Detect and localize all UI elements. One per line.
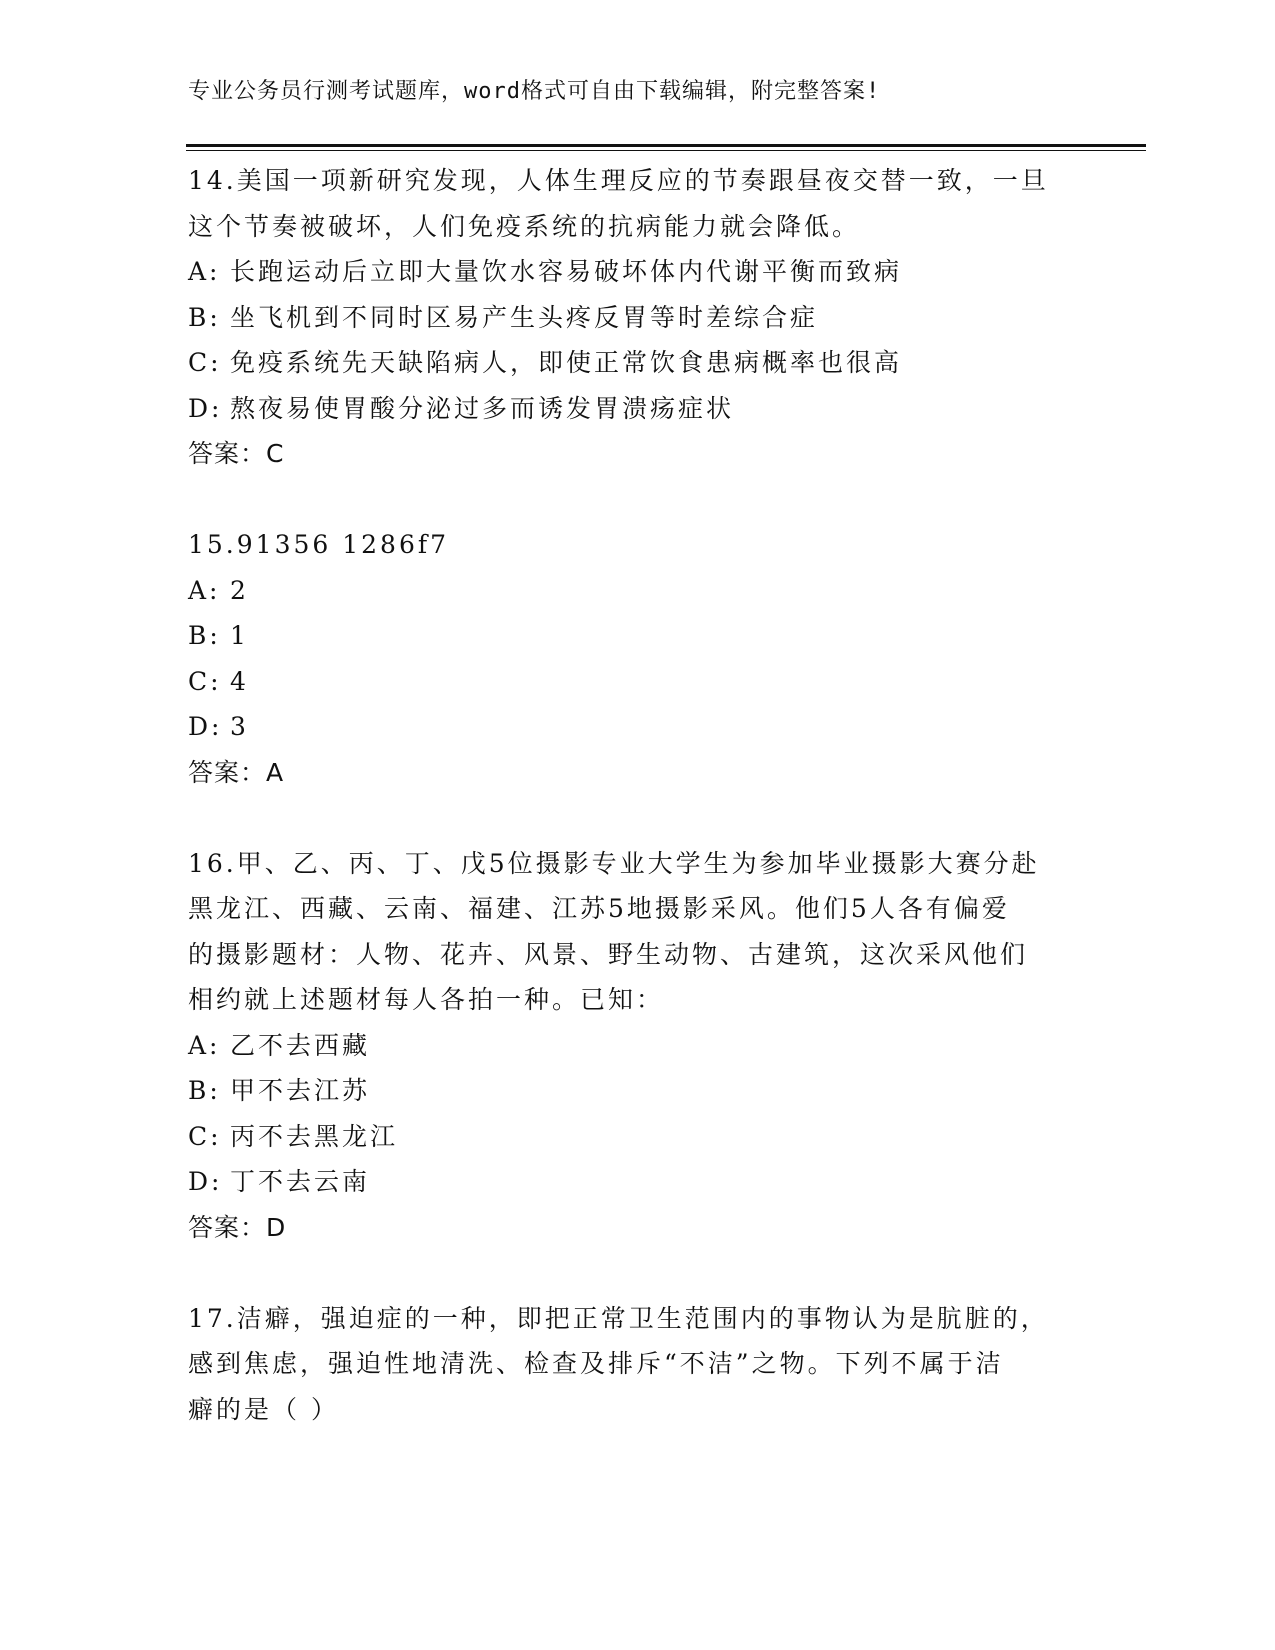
question-stem-line: 这个节奏被破坏，人们免疫系统的抗病能力就会降低。 bbox=[188, 211, 861, 241]
option-key: A: bbox=[188, 1030, 221, 1060]
question-stem-line: 17.洁癖，强迫症的一种，即把正常卫生范围内的事物认为是肮脏的， bbox=[188, 1303, 1049, 1333]
spacer bbox=[188, 477, 1068, 523]
option-key: C: bbox=[188, 348, 222, 377]
option-text: 3 bbox=[230, 712, 249, 741]
option-text: 免疫系统先天缺陷病人，即使正常饮食患病概率也很高 bbox=[230, 348, 903, 377]
option-text: 长跑运动后立即大量饮水容易破坏体内代谢平衡而致病 bbox=[230, 257, 903, 286]
spacer bbox=[188, 795, 1068, 841]
option-key: C: bbox=[188, 1121, 222, 1151]
option-key: B: bbox=[188, 621, 221, 650]
answer-line: 答案：A bbox=[188, 757, 285, 787]
page-header: 专业公务员行测考试题库，word格式可自由下载编辑，附完整答案! bbox=[188, 79, 881, 104]
question-list bbox=[188, 158, 1068, 1432]
question-stem-line: 15.91356 1286f7 bbox=[188, 530, 450, 559]
option-text: 丁不去云南 bbox=[230, 1167, 371, 1196]
question-stem-line: 14.美国一项新研究发现，人体生理反应的节奏跟昼夜交替一致，一旦 bbox=[188, 166, 1049, 195]
option-key: B: bbox=[188, 302, 221, 332]
option-text: 甲不去江苏 bbox=[230, 1076, 371, 1105]
question-stem-line: 黑龙江、西藏、云南、福建、江苏5地摄影采风。他们5人各有偏爱 bbox=[188, 894, 1010, 923]
option-key: B: bbox=[188, 1076, 221, 1105]
option-a bbox=[188, 568, 1068, 614]
option-key: A: bbox=[188, 575, 221, 605]
option-key: A: bbox=[188, 257, 221, 286]
option-key: D: bbox=[188, 1167, 223, 1196]
option-b bbox=[188, 295, 1068, 341]
option-a bbox=[188, 249, 1068, 295]
question-15 bbox=[188, 522, 1068, 795]
question-stem-line: 16.甲、乙、丙、丁、戊5位摄影专业大学生为参加毕业摄影大赛分赴 bbox=[188, 848, 1040, 878]
question-16 bbox=[188, 841, 1068, 1251]
option-text: 熬夜易使胃酸分泌过多而诱发胃溃疡症状 bbox=[230, 393, 735, 423]
header-rule-thin bbox=[186, 150, 1146, 151]
option-key: D: bbox=[188, 393, 223, 423]
option-text: 2 bbox=[230, 575, 249, 605]
question-stem-line: 感到焦虑，强迫性地清洗、检查及排斥“不洁”之物。下列不属于洁 bbox=[188, 1349, 1004, 1378]
option-b bbox=[188, 613, 1068, 659]
option-a bbox=[188, 1023, 1068, 1069]
option-text: 乙不去西藏 bbox=[230, 1030, 371, 1060]
option-text: 4 bbox=[230, 666, 249, 696]
option-text: 坐飞机到不同时区易产生头疼反胃等时差综合症 bbox=[230, 302, 819, 332]
option-key: D: bbox=[188, 712, 223, 741]
option-d bbox=[188, 386, 1068, 432]
option-d bbox=[188, 1159, 1068, 1205]
question-number: 16. bbox=[188, 848, 237, 878]
question-stem-line: 的摄影题材：人物、花卉、风景、野生动物、古建筑，这次采风他们 bbox=[188, 939, 1029, 969]
option-text: 1 bbox=[230, 621, 249, 650]
question-17 bbox=[188, 1296, 1068, 1433]
question-stem-line: 相约就上述题材每人各拍一种。已知： bbox=[188, 985, 665, 1014]
spacer bbox=[188, 1250, 1068, 1296]
question-number: 14. bbox=[188, 166, 237, 195]
answer-line: 答案：D bbox=[188, 1212, 287, 1242]
option-text: 丙不去黑龙江 bbox=[230, 1121, 399, 1151]
question-stem-line: 癖的是（ ） bbox=[188, 1394, 339, 1424]
question-number: 15. bbox=[188, 530, 237, 559]
answer-line: 答案：C bbox=[188, 439, 285, 468]
header-rule-thick bbox=[186, 144, 1146, 147]
option-c bbox=[188, 340, 1068, 386]
option-c bbox=[188, 659, 1068, 705]
option-key: C: bbox=[188, 666, 222, 696]
option-b bbox=[188, 1068, 1068, 1114]
question-14 bbox=[188, 158, 1068, 477]
option-d bbox=[188, 704, 1068, 750]
option-c bbox=[188, 1114, 1068, 1160]
question-number: 17. bbox=[188, 1303, 237, 1333]
